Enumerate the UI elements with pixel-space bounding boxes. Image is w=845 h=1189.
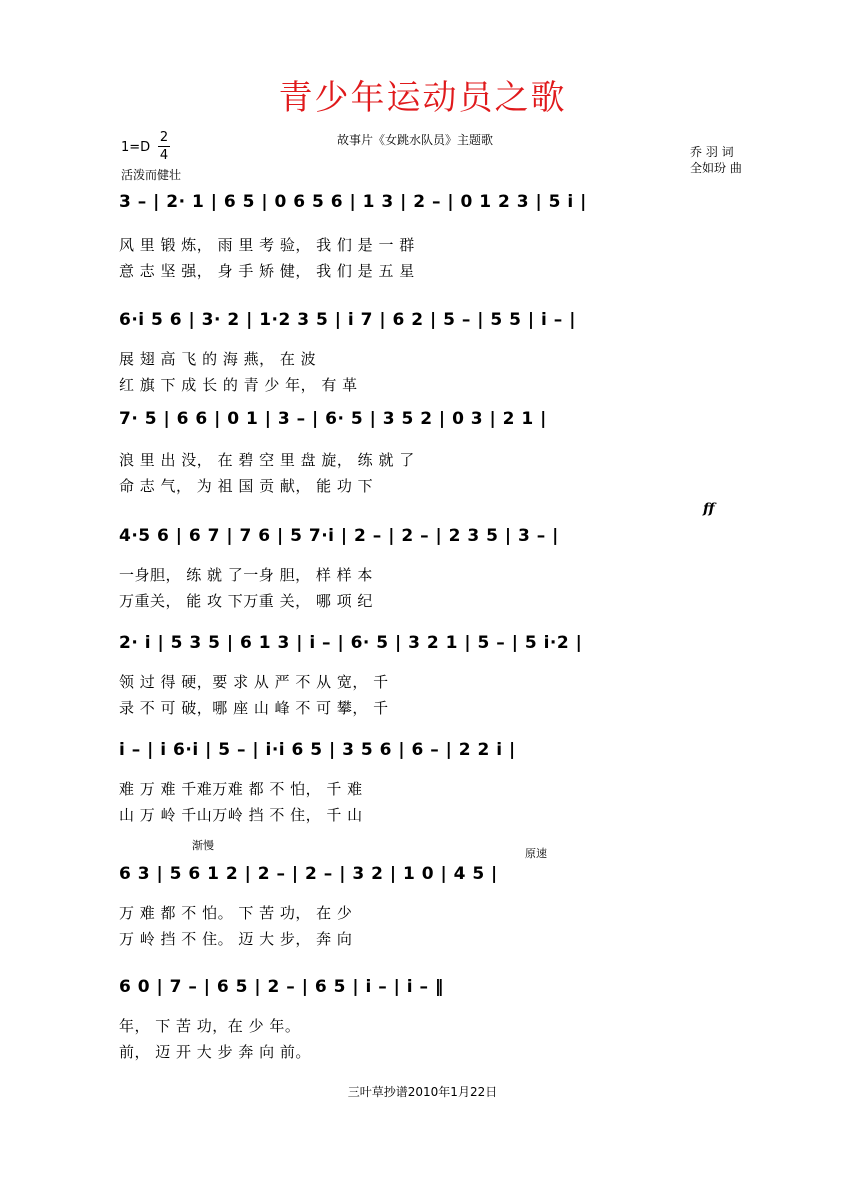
- time-signature-bottom: 4: [159, 148, 169, 163]
- lyricist: 乔 羽 词: [690, 145, 734, 159]
- rit-marking: 渐慢: [192, 839, 214, 852]
- lyric-verse-2: 前， 迈 开 大 步 奔 向 前。: [119, 1043, 311, 1061]
- lyric-verse-1: 领 过 得 硬，要 求 从 严 不 从 宽， 千: [119, 673, 389, 691]
- notation-line: 6 3 | 5 6 1 2 | 2 – | 2 – | 3 2 | 1 0 | 4 5 |: [119, 864, 498, 884]
- notation-line: 7· 5 | 6 6 | 0 1 | 3 – | 6· 5 | 3 5 2 | 0 3 | 2 1 |: [119, 409, 547, 429]
- lyric-verse-2: 山 万 岭 千山万岭 挡 不 住， 千 山: [119, 806, 363, 824]
- lyric-verse-1: 浪 里 出 没， 在 碧 空 里 盘 旋， 练 就 了: [119, 451, 415, 469]
- lyric-verse-2: 红 旗 下 成 长 的 青 少 年， 有 革: [119, 376, 358, 394]
- time-signature-top: 2: [159, 130, 169, 145]
- time-signature: [157, 130, 171, 163]
- lyric-verse-2: 录 不 可 破，哪 座 山 峰 不 可 攀， 千: [119, 699, 389, 717]
- lyric-verse-1: 展 翅 高 飞 的 海 燕， 在 波: [119, 350, 317, 368]
- notation-line: 6 0 | 7 – | 6 5 | 2 – | 6 5 | i – | i – ‖: [119, 977, 444, 997]
- composer: 全如玢 曲: [690, 161, 742, 175]
- notation-line: 2· i | 5 3 5 | 6 1 3 | i – | 6· 5 | 3 2 1 | 5 – | 5 i·2 |: [119, 633, 583, 653]
- lyric-verse-1: 万 难 都 不 怕。 下 苦 功， 在 少: [119, 904, 353, 922]
- lyric-verse-2: 命 志 气， 为 祖 国 贡 献， 能 功 下: [119, 477, 374, 495]
- notation-line: 4·5 6 | 6 7 | 7 6 | 5 7·i | 2 – | 2 – | 2 3 5 | 3 – |: [119, 526, 559, 546]
- dynamic-ff: ff: [703, 501, 715, 517]
- lyric-verse-1: 一身胆， 练 就 了一身 胆， 样 样 本: [119, 566, 373, 584]
- notation-line: 3 – | 2· 1 | 6 5 | 0 6 5 6 | 1 3 | 2 – | 0 1 2 3 | 5 i |: [119, 192, 587, 212]
- lyric-verse-1: 年， 下 苦 功，在 少 年。: [119, 1017, 301, 1035]
- lyric-verse-2: 意 志 坚 强， 身 手 矫 健， 我 们 是 五 星: [119, 262, 415, 280]
- notation-line: 6·i 5 6 | 3· 2 | 1·2 3 5 | i 7 | 6 2 | 5 – | 5 5 | i – |: [119, 310, 576, 330]
- lyric-verse-2: 万重关， 能 攻 下万重 关， 哪 项 纪: [119, 592, 373, 610]
- a-tempo-marking: 原速: [525, 847, 547, 860]
- lyric-verse-1: 风 里 锻 炼， 雨 里 考 验， 我 们 是 一 群: [119, 236, 415, 254]
- lyric-verse-2: 万 岭 挡 不 住。 迈 大 步， 奔 向: [119, 930, 353, 948]
- key-signature: 1=D: [121, 140, 151, 155]
- notation-line: i – | i 6·i | 5 – | i·i 6 5 | 3 5 6 | 6 – | 2 2 i |: [119, 740, 516, 760]
- lyric-verse-1: 难 万 难 千难万难 都 不 怕， 千 难: [119, 780, 363, 798]
- tempo-marking: 活泼而健壮: [121, 168, 182, 182]
- song-title: 青少年运动员之歌: [278, 78, 567, 118]
- song-subtitle: 故事片《女跳水队员》主题歌: [337, 133, 494, 147]
- transcription-credit: 三叶草抄谱2010年1月22日: [347, 1085, 498, 1099]
